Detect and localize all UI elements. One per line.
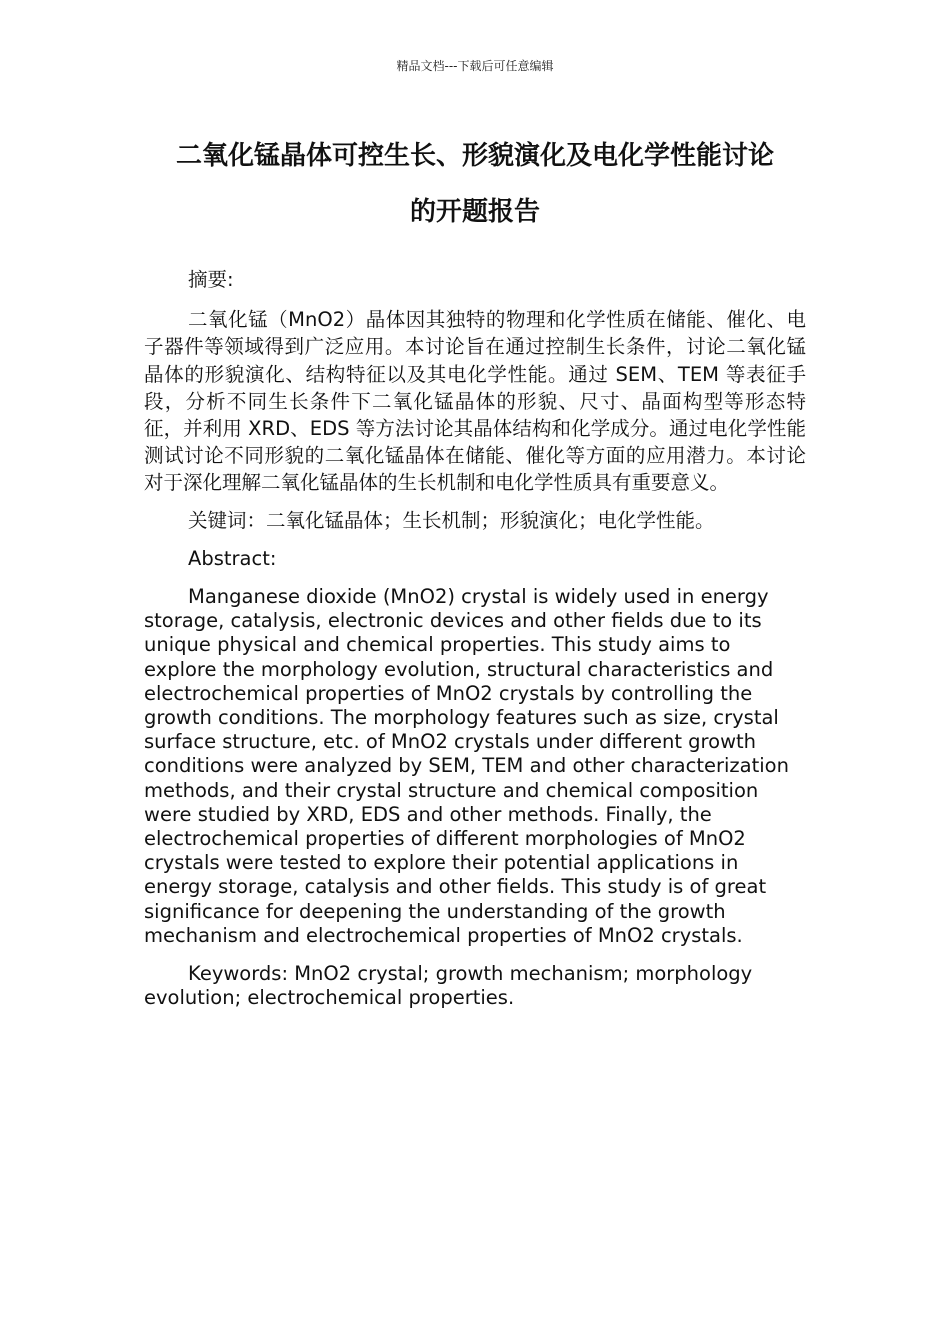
- header-note: 精品文档---下载后可任意编辑: [396, 59, 554, 73]
- keywords-en: Keywords: MnO2 crystal; growth mechanism; morphology evolution; electrochemical properties.: [144, 962, 753, 1010]
- title-line-2: 的开题报告: [409, 197, 540, 227]
- abstract-cn-label: 摘要:: [188, 268, 234, 291]
- document-body: [144, 268, 806, 1024]
- abstract-cn-body: 二氧化锰（MnO2）晶体因其独特的物理和化学性质在储能、催化、电子器件等领域得到广泛应用。本讨论旨在通过控制生长条件，讨论二氧化锰晶体的形貌演化、结构特征以及其电化学性能。通过 SEM、TEM 等表征手段，分析不同生长条件下二氧化锰晶体的形貌、尺寸、晶面构型等形态特征，并利用 XRD、EDS 等方法讨论其晶体结构和化学成分。通过电化学性能测试讨论不同形貌的二氧化锰晶体在储能、催化等方面的应用潜力。本讨论对于深化理解二氧化锰晶体的生长机制和电化学性质具有重要意义。: [144, 308, 806, 495]
- title-line-1: 二氧化锰晶体可控生长、形貌演化及电化学性能讨论: [175, 141, 774, 171]
- document-title: [140, 128, 810, 240]
- abstract-en-label: Abstract:: [188, 546, 277, 570]
- abstract-en-body: Manganese dioxide (MnO2) crystal is widely used in energy storage, catalysis, electronic devices and other fields due to its unique physical and chemical properties. This study aims to explore the morphology evolution, structural characteristics and electrochemical properties of MnO2 crystals by controlling the growth conditions. The morphology features such as size, crystal surface structure, etc. of MnO2 crystals under different growth conditions were analyzed by SEM, TEM and other characterization methods, and their crystal structure and chemical composition were studied by XRD, EDS and other methods. Finally, the electrochemical properties of different morphologies of MnO2 crystals were tested to explore their potential applications in energy storage, catalysis and other fields. This study is of great significance for deepening the understanding of the growth mechanism and electrochemical properties of MnO2 crystals.: [144, 585, 789, 947]
- keywords-cn: 关键词：二氧化锰晶体；生长机制；形貌演化；电化学性能。: [188, 508, 715, 532]
